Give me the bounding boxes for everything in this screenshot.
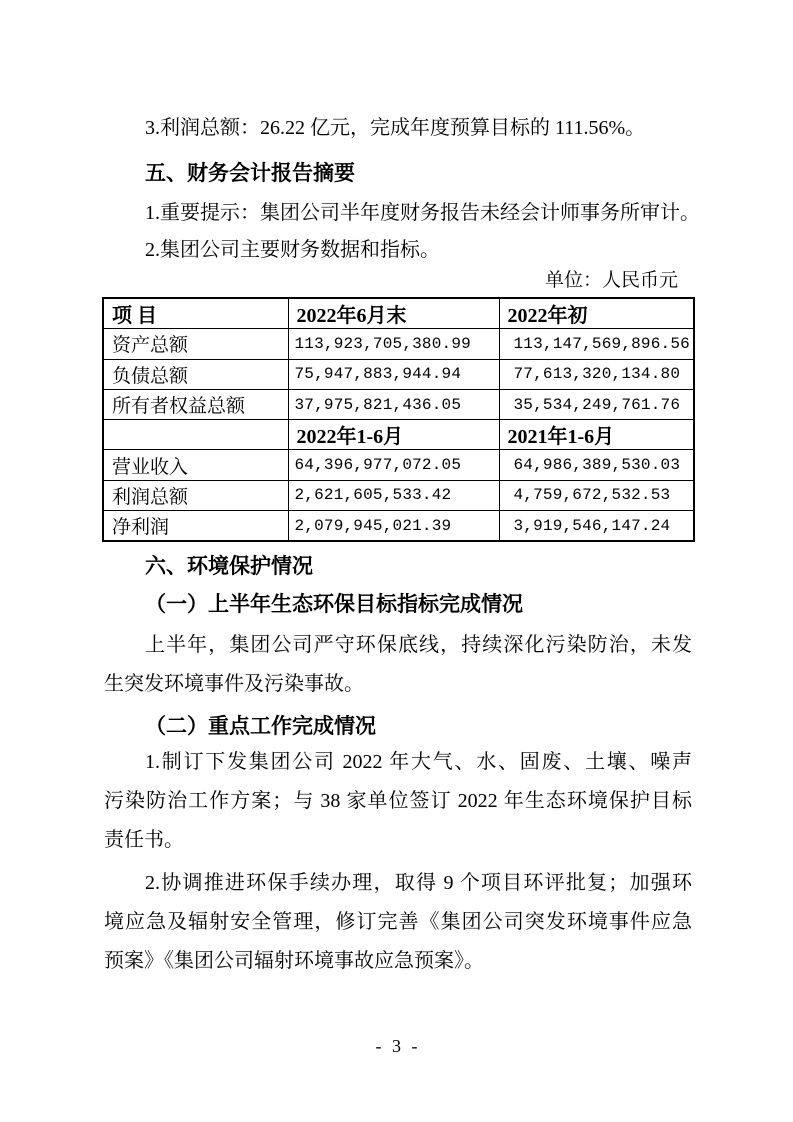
value-cell: 3,919,546,147.24 <box>499 511 694 542</box>
empty-cell <box>103 420 288 450</box>
table-row-total-profit <box>103 480 694 510</box>
currency-unit-label: 单位：人民币元 <box>544 270 678 291</box>
table-row-assets <box>103 329 694 359</box>
value-cell: 64,396,977,072.05 <box>288 450 499 480</box>
table-header-row <box>103 298 694 329</box>
row-label: 净利润 <box>103 511 288 542</box>
table-row-liabilities <box>103 359 694 389</box>
paragraph-line: 境应急及辐射安全管理，修订完善《集团公司突发环境事件应急 <box>104 910 692 933</box>
value-cell: 113,923,705,380.99 <box>288 329 499 359</box>
profit-total-line: 3.利润总额：26.22 亿元，完成年度预算目标的 111.56%。 <box>145 117 646 139</box>
section-6-heading: 六、环境保护情况 <box>145 555 313 578</box>
important-notice-line: 1.重要提示：集团公司半年度财务报告未经会计师事务所审计。 <box>145 202 700 224</box>
env-summary-paragraph <box>104 626 692 704</box>
row-label: 营业收入 <box>103 450 288 480</box>
value-cell: 77,613,320,134.80 <box>499 359 694 389</box>
header-2022-start: 2022年初 <box>499 298 694 329</box>
paragraph-line: 上半年，集团公司严守环保底线，持续深化污染防治，未发 <box>145 634 692 656</box>
header-2021-h1: 2021年1-6月 <box>499 420 694 450</box>
value-cell: 64,986,389,530.03 <box>499 450 694 480</box>
financial-data-table <box>102 297 695 542</box>
table-row-equity <box>103 389 694 419</box>
paragraph-line: 1.制订下发集团公司 2022 年大气、水、固废、土壤、噪声 <box>145 751 692 773</box>
paragraph-line: 2.协调推进环保手续办理，取得 9 个项目环评批复；加强环 <box>145 872 692 894</box>
main-financial-data-line: 2.集团公司主要财务数据和指标。 <box>145 239 440 261</box>
row-label: 负债总额 <box>103 359 288 389</box>
value-cell: 4,759,672,532.53 <box>499 480 694 510</box>
header-2022-h1: 2022年1-6月 <box>288 420 499 450</box>
paragraph-line: 责任书。 <box>104 828 184 851</box>
paragraph-line: 生突发环境事件及污染事故。 <box>104 672 364 695</box>
header-item: 项 目 <box>103 298 288 329</box>
row-label: 所有者权益总额 <box>103 389 288 419</box>
table-row-revenue <box>103 450 694 480</box>
row-label: 资产总额 <box>103 329 288 359</box>
value-cell: 35,534,249,761.76 <box>499 389 694 419</box>
paragraph-line: 污染防治工作方案；与 38 家单位签订 2022 年生态环境保护目标 <box>104 789 692 812</box>
value-cell: 2,621,605,533.42 <box>288 480 499 510</box>
page-number: - 3 - <box>375 1036 418 1056</box>
paragraph-line: 预案》《集团公司辐射环境事故应急预案》。 <box>104 949 484 972</box>
value-cell: 113,147,569,896.56 <box>499 329 694 359</box>
section-5-heading: 五、财务会计报告摘要 <box>145 162 355 185</box>
key-work-item2-paragraph <box>104 864 692 980</box>
value-cell: 75,947,883,944.94 <box>288 359 499 389</box>
value-cell: 37,975,821,436.05 <box>288 389 499 419</box>
table-row-net-profit <box>103 511 694 542</box>
section-6-sub1-heading: （一）上半年生态环保目标指标完成情况 <box>145 593 523 616</box>
row-label: 利润总额 <box>103 480 288 510</box>
section-6-sub2-heading: （二）重点工作完成情况 <box>145 715 376 738</box>
value-cell: 2,079,945,021.39 <box>288 511 499 542</box>
header-2022-june: 2022年6月末 <box>288 298 499 329</box>
table-period-header-row <box>103 420 694 450</box>
key-work-item1-paragraph <box>104 743 692 859</box>
